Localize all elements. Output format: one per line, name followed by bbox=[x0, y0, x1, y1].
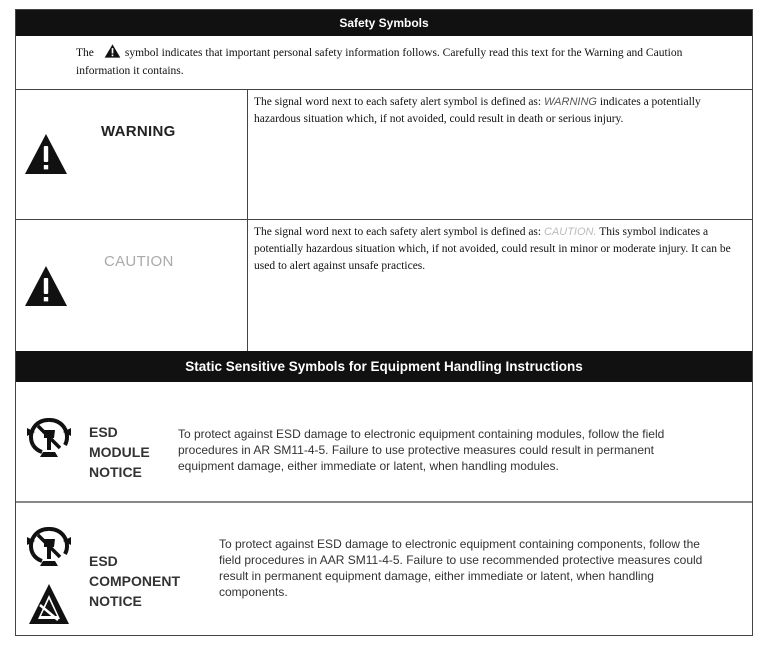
esd-component-label-3: NOTICE bbox=[89, 593, 142, 609]
esd-component-label-2: COMPONENT bbox=[89, 573, 180, 589]
esd-hand-icon bbox=[24, 416, 74, 458]
warning-desc-before: The signal word next to each safety alert symbol is defined as: bbox=[254, 96, 544, 108]
static-sensitive-header: Static Sensitive Symbols for Equipment Handling Instructions bbox=[16, 351, 752, 382]
column-divider bbox=[247, 220, 248, 351]
intro-text-before: The bbox=[76, 47, 94, 59]
esd-module-text: To protect against ESD damage to electronic equipment containing modules, follow the field procedures in AR SM11-4-5. Failure to use protective measures could result in permanent equipment damage, either immediate or latent, when handling modules. bbox=[178, 427, 665, 473]
caution-description bbox=[254, 224, 746, 275]
caution-signal-word: CAUTION bbox=[104, 253, 174, 270]
esd-module-row bbox=[16, 382, 752, 503]
warning-description bbox=[254, 94, 746, 128]
esd-hand-icon bbox=[24, 525, 74, 567]
caution-desc-after: This symbol indicates a potentially hazardous situation which, if not avoided, could result in minor or moderate injury. It can be used to alert against unsafe practices. bbox=[254, 226, 731, 272]
esd-module-label-2: MODULE bbox=[89, 444, 150, 460]
warning-triangle-icon bbox=[24, 265, 68, 307]
column-divider bbox=[247, 90, 248, 219]
caution-keyword: CAUTION. bbox=[543, 226, 597, 238]
esd-triangle-icon bbox=[28, 583, 70, 625]
caution-desc-before: The signal word next to each safety alert symbol is defined as: bbox=[254, 226, 544, 238]
warning-keyword: WARNING bbox=[543, 96, 597, 108]
warning-signal-word: WARNING bbox=[101, 123, 176, 140]
esd-component-row bbox=[16, 503, 752, 636]
warning-desc-after: indicates a potentially hazardous situation which, if not avoided, could result in death or serious injury. bbox=[254, 96, 701, 125]
esd-module-label-3: NOTICE bbox=[89, 464, 142, 480]
warning-triangle-icon bbox=[24, 133, 68, 175]
warning-triangle-icon bbox=[104, 44, 121, 58]
safety-symbols-table bbox=[15, 9, 753, 636]
esd-component-text: To protect against ESD damage to electronic equipment containing components, follow the field procedures in AAR SM11-4-5. Failure to use recommended protective measures could result in permanent equipment damage, either immediate or latent, when handling components. bbox=[219, 537, 703, 599]
esd-component-label-1: ESD bbox=[89, 553, 118, 569]
caution-row bbox=[16, 220, 752, 351]
intro-text-after: symbol indicates that important personal safety information follows. Carefully read this text for the Warning and Caution information it contains. bbox=[76, 47, 683, 77]
warning-row bbox=[16, 90, 752, 220]
esd-module-label-1: ESD bbox=[89, 424, 118, 440]
intro-paragraph bbox=[16, 36, 752, 90]
safety-symbols-header: Safety Symbols bbox=[16, 10, 752, 36]
